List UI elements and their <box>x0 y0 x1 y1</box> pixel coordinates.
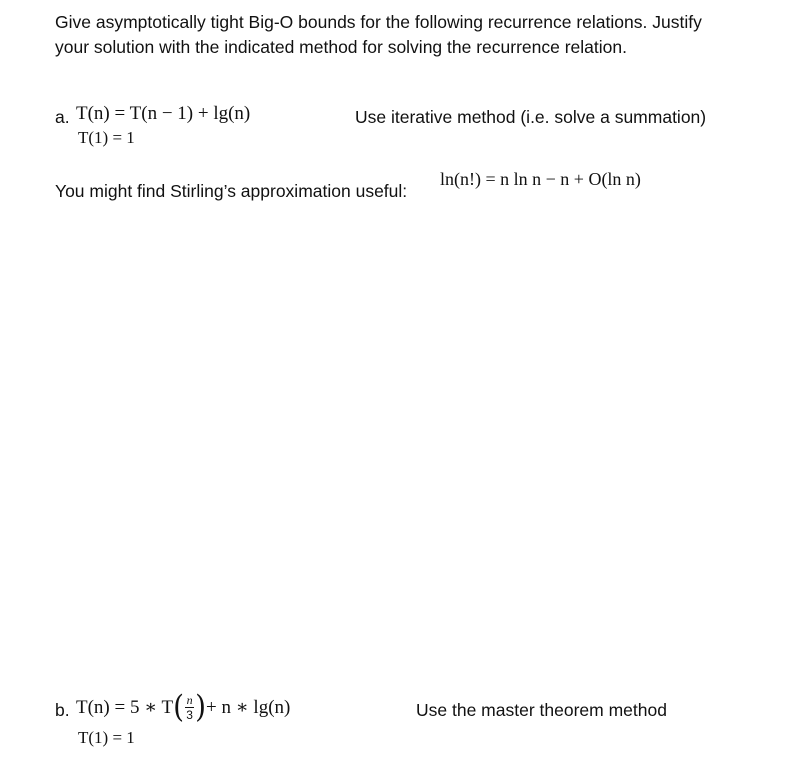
left-paren: ( <box>173 688 185 725</box>
problem-b-label: b. <box>55 700 70 720</box>
problem-a-method: Use iterative method (i.e. solve a summation) <box>355 107 707 127</box>
fraction-n-over-3 <box>185 694 194 721</box>
problem-b-method: Use the master theorem method <box>416 700 667 720</box>
problem-b-recurrence-prefix: T(n) = 5 ∗ T <box>76 696 174 718</box>
instructions-paragraph <box>55 10 775 60</box>
problem-b-base-case: T(1) = 1 <box>78 728 135 747</box>
instructions-line-1: Give asymptotically tight Big-O bounds for the following recurrence relations. Justify <box>55 12 702 32</box>
stirling-hint-text: You might find Stirling’s approximation useful: <box>55 181 408 201</box>
fraction-denominator: 3 <box>186 707 193 722</box>
problem-b-recurrence-suffix: + n ∗ lg(n) <box>206 696 291 718</box>
problem-a-base-case: T(1) = 1 <box>78 128 135 147</box>
problem-a-label: a. <box>55 107 70 127</box>
fraction-numerator: n <box>186 692 193 707</box>
problem-a-recurrence: T(n) = T(n − 1) + lg(n) <box>76 103 251 124</box>
right-paren: ) <box>195 688 207 725</box>
problem-b-recurrence <box>76 688 291 725</box>
instructions-line-2: your solution with the indicated method for solving the recurrence relation. <box>55 37 627 57</box>
stirling-formula: ln(n!) = n ln n − n + O(ln n) <box>440 169 641 189</box>
